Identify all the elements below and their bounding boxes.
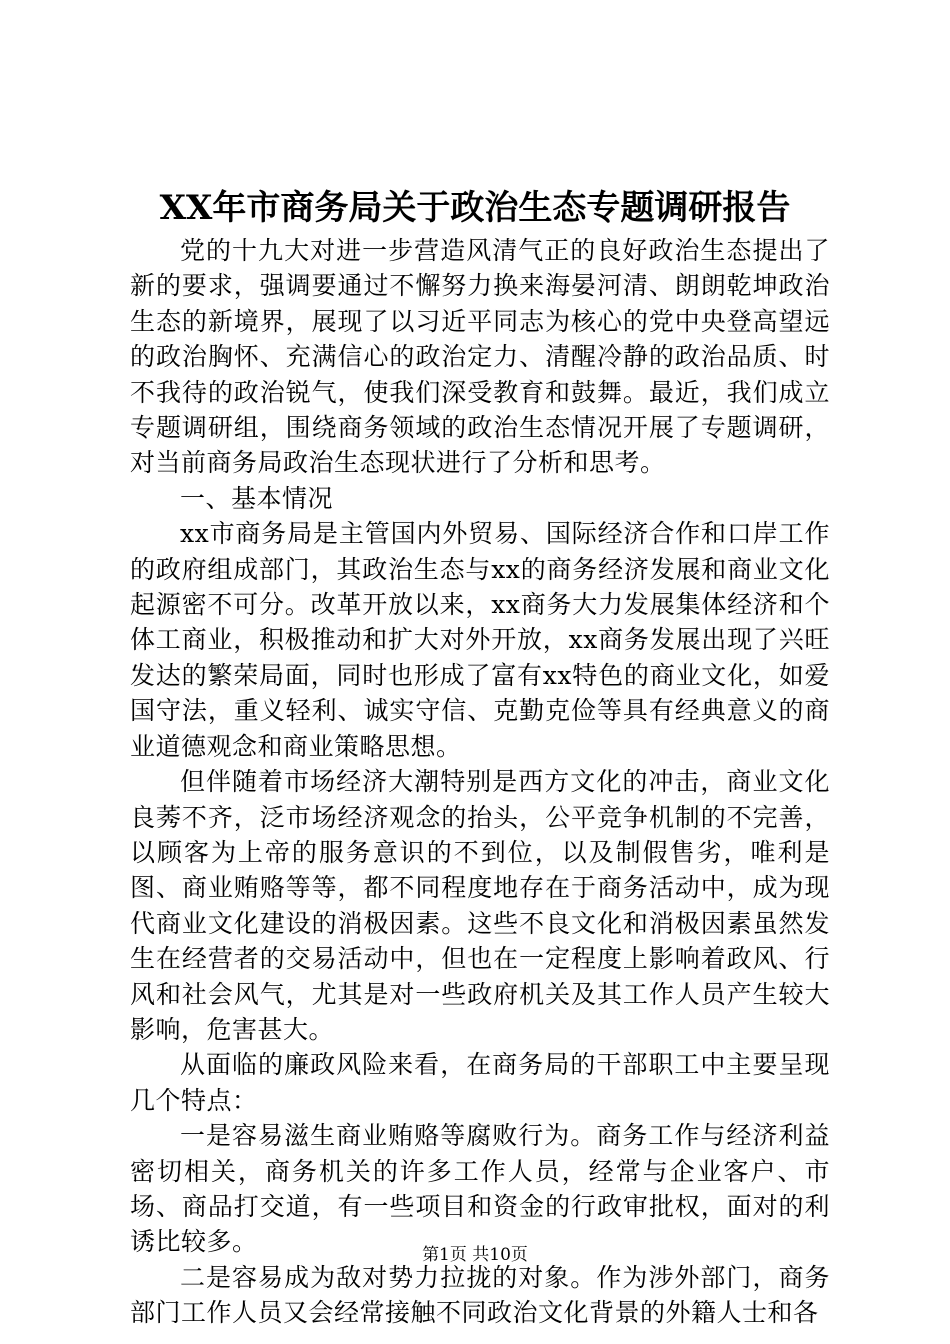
paragraph-overview: xx市商务局是主管国内外贸易、国际经济合作和口岸工作的政府组成部门，其政治生态与xx的商务经济发展和商业文化起源密不可分。改革开放以来，xx商务大力发展集体经济和个体工商业，积极推动和扩大对外开放，xx商务发展出现了兴旺发达的繁荣局面，同时也形成了富有xx特色的商业文化，如爱国守法，重义轻利、诚实守信、克勤克俭等具有经典意义的商业道德观念和商业策略思想。 bbox=[130, 519, 830, 761]
document-body bbox=[130, 233, 830, 1331]
paragraph-risk-intro: 从面临的廉政风险来看，在商务局的干部职工中主要呈现几个特点： bbox=[130, 1050, 830, 1115]
paragraph-point-one: 一是容易滋生商业贿赂等腐败行为。商务工作与经济利益密切相关，商务机关的许多工作人员，经常与企业客户、市场、商品打交道，有一些项目和资金的行政审批权，面对的利诱比较多。 bbox=[130, 1121, 830, 1257]
paragraph-point-two: 二是容易成为敌对势力拉拢的对象。作为涉外部门，商务部门工作人员又会经常接触不同政治文化背景的外籍人士和各 bbox=[130, 1262, 830, 1328]
paragraph-challenges: 但伴随着市场经济大潮特别是西方文化的冲击，商业文化良莠不齐，泛市场经济观念的抬头，公平竞争机制的不完善，以顾客为上帝的服务意识的不到位，以及制假售劣，唯利是图、商业贿赂等等，都不同程度地存在于商务活动中，成为现代商业文化建设的消极因素。这些不良文化和消极因素虽然发生在经营者的交易活动中，但也在一定程度上影响着政风、行风和社会风气，尤其是对一些政府机关及其工作人员产生较大影响，危害甚大。 bbox=[130, 767, 830, 1044]
document-title: XX年市商务局关于政治生态专题调研报告 bbox=[159, 188, 791, 228]
page-footer: 第1页 共10页 bbox=[422, 1245, 528, 1265]
section-heading: 一、基本情况 bbox=[180, 483, 334, 513]
paragraph-intro: 党的十九大对进一步营造风清气正的良好政治生态提出了新的要求，强调要通过不懈努力换来海晏河清、朗朗乾坤政治生态的新境界，展现了以习近平同志为核心的党中央登高望远的政治胸怀、充满信心的政治定力、清醒冷静的政治品质、时不我待的政治锐气，使我们深受教育和鼓舞。最近，我们成立专题调研组，围绕商务领域的政治生态情况开展了专题调研，对当前商务局政治生态现状进行了分析和思考。 bbox=[130, 236, 830, 478]
